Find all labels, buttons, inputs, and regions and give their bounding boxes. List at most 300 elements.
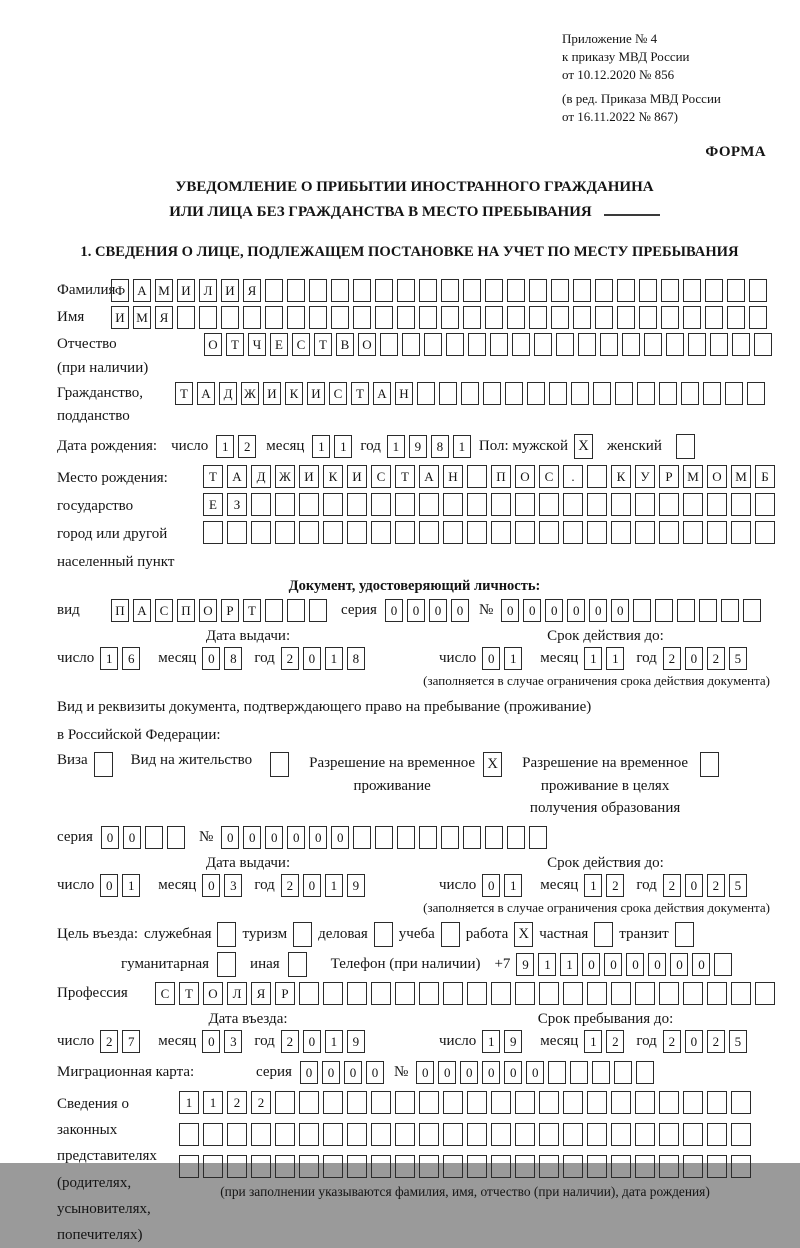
char-cell[interactable]: 0 [202,647,220,670]
char-cell[interactable] [441,279,459,302]
char-cell[interactable]: 9 [347,874,365,897]
phone-boxes[interactable] [516,953,732,976]
char-cell[interactable] [227,1123,247,1146]
char-cell[interactable] [587,493,607,516]
char-cell[interactable] [227,521,247,544]
char-cell[interactable] [461,382,479,405]
char-cell[interactable]: 1 [179,1091,199,1114]
char-cell[interactable] [707,1091,727,1114]
char-cell[interactable]: 0 [626,953,644,976]
char-cell[interactable] [371,521,391,544]
char-cell[interactable]: А [133,279,151,302]
char-cell[interactable]: 1 [606,647,624,670]
char-cell[interactable] [491,521,511,544]
char-cell[interactable] [507,826,525,849]
char-cell[interactable]: 0 [243,826,261,849]
char-cell[interactable]: Е [270,333,288,356]
identity-expiry-month[interactable] [584,647,624,670]
char-cell[interactable]: 2 [707,874,725,897]
char-cell[interactable]: 0 [482,874,500,897]
visa-checkbox[interactable] [94,752,113,777]
patronymic-boxes[interactable] [204,333,772,356]
char-cell[interactable] [491,1123,511,1146]
char-cell[interactable]: 0 [648,953,666,976]
char-cell[interactable]: Т [226,333,244,356]
char-cell[interactable]: 1 [325,1030,343,1053]
char-cell[interactable]: П [177,599,195,622]
char-cell[interactable] [661,279,679,302]
char-cell[interactable] [699,599,717,622]
char-cell[interactable] [705,306,723,329]
temp-residence-edu-checkbox[interactable] [700,752,719,777]
char-cell[interactable] [402,333,420,356]
female-checkbox[interactable] [676,434,695,459]
char-cell[interactable] [749,279,767,302]
birthplace-row-3[interactable] [203,521,775,544]
char-cell[interactable] [731,982,751,1005]
char-cell[interactable] [375,826,393,849]
char-cell[interactable] [323,493,343,516]
char-cell[interactable]: Д [251,465,271,488]
char-cell[interactable]: 1 [325,647,343,670]
char-cell[interactable] [515,982,535,1005]
char-cell[interactable] [635,1123,655,1146]
char-cell[interactable] [347,521,367,544]
char-cell[interactable] [617,279,635,302]
char-cell[interactable] [397,279,415,302]
char-cell[interactable]: 2 [227,1091,247,1114]
char-cell[interactable]: 0 [460,1061,478,1084]
char-cell[interactable] [323,1091,343,1114]
char-cell[interactable] [439,382,457,405]
char-cell[interactable] [755,982,775,1005]
char-cell[interactable] [683,493,703,516]
char-cell[interactable] [485,279,503,302]
char-cell[interactable]: А [373,382,391,405]
char-cell[interactable]: 0 [611,599,629,622]
char-cell[interactable] [549,382,567,405]
char-cell[interactable]: 2 [663,1030,681,1053]
char-cell[interactable] [243,306,261,329]
char-cell[interactable] [331,306,349,329]
char-cell[interactable] [703,382,721,405]
char-cell[interactable]: 1 [216,435,234,458]
identity-issue-year[interactable] [281,647,365,670]
char-cell[interactable]: 8 [224,647,242,670]
char-cell[interactable]: Т [395,465,415,488]
char-cell[interactable] [443,1155,463,1178]
char-cell[interactable] [731,521,751,544]
representatives-row-1[interactable] [179,1091,751,1114]
char-cell[interactable]: Ч [248,333,266,356]
purpose-other-checkbox[interactable] [288,952,307,977]
char-cell[interactable]: 0 [202,874,220,897]
char-cell[interactable]: 0 [221,826,239,849]
char-cell[interactable] [395,493,415,516]
char-cell[interactable]: 0 [429,599,447,622]
char-cell[interactable]: 0 [567,599,585,622]
char-cell[interactable] [287,306,305,329]
char-cell[interactable] [633,599,651,622]
char-cell[interactable] [683,1155,703,1178]
purpose-study-checkbox[interactable] [441,922,460,947]
char-cell[interactable] [275,1091,295,1114]
char-cell[interactable]: 0 [300,1061,318,1084]
char-cell[interactable] [299,521,319,544]
char-cell[interactable] [551,306,569,329]
char-cell[interactable] [275,493,295,516]
char-cell[interactable] [725,382,743,405]
char-cell[interactable] [485,826,503,849]
char-cell[interactable]: 9 [347,1030,365,1053]
residence-permit-checkbox[interactable] [270,752,289,777]
char-cell[interactable] [380,333,398,356]
char-cell[interactable] [515,1091,535,1114]
char-cell[interactable]: О [358,333,376,356]
char-cell[interactable]: 7 [122,1030,140,1053]
char-cell[interactable] [491,493,511,516]
char-cell[interactable]: С [539,465,559,488]
char-cell[interactable]: О [199,599,217,622]
char-cell[interactable]: 5 [729,874,747,897]
char-cell[interactable]: 2 [100,1030,118,1053]
char-cell[interactable]: В [336,333,354,356]
char-cell[interactable] [203,521,223,544]
char-cell[interactable] [747,382,765,405]
char-cell[interactable] [515,521,535,544]
residence-expiry-month[interactable] [584,874,624,897]
char-cell[interactable] [635,1091,655,1114]
char-cell[interactable] [721,599,739,622]
char-cell[interactable]: 0 [385,599,403,622]
char-cell[interactable] [731,493,751,516]
char-cell[interactable]: М [155,279,173,302]
char-cell[interactable]: И [299,465,319,488]
char-cell[interactable] [251,493,271,516]
char-cell[interactable] [397,306,415,329]
residence-issue-year[interactable] [281,874,365,897]
char-cell[interactable] [659,1123,679,1146]
char-cell[interactable]: У [635,465,655,488]
char-cell[interactable] [755,521,775,544]
char-cell[interactable]: С [155,599,173,622]
profession-boxes[interactable] [155,982,775,1005]
char-cell[interactable] [637,382,655,405]
char-cell[interactable] [587,1123,607,1146]
residence-number-boxes[interactable] [221,826,547,849]
char-cell[interactable] [611,1155,631,1178]
char-cell[interactable] [731,1155,751,1178]
char-cell[interactable] [529,306,547,329]
char-cell[interactable] [505,382,523,405]
char-cell[interactable]: О [707,465,727,488]
char-cell[interactable] [371,1155,391,1178]
char-cell[interactable] [534,333,552,356]
char-cell[interactable] [731,1123,751,1146]
char-cell[interactable]: 0 [309,826,327,849]
char-cell[interactable] [299,493,319,516]
residence-expiry-year[interactable] [663,874,747,897]
char-cell[interactable] [611,493,631,516]
char-cell[interactable] [611,1091,631,1114]
entry-year[interactable] [281,1030,365,1053]
char-cell[interactable]: 3 [224,874,242,897]
char-cell[interactable] [600,333,618,356]
char-cell[interactable]: 0 [501,599,519,622]
identity-expiry-day[interactable] [482,647,522,670]
char-cell[interactable] [441,826,459,849]
char-cell[interactable] [347,1091,367,1114]
char-cell[interactable] [539,521,559,544]
char-cell[interactable] [595,279,613,302]
char-cell[interactable] [331,279,349,302]
char-cell[interactable] [683,521,703,544]
char-cell[interactable]: Н [395,382,413,405]
char-cell[interactable]: 1 [584,1030,602,1053]
char-cell[interactable]: 3 [224,1030,242,1053]
char-cell[interactable]: 9 [409,435,427,458]
char-cell[interactable] [395,982,415,1005]
char-cell[interactable] [467,465,487,488]
char-cell[interactable] [371,1091,391,1114]
char-cell[interactable]: М [133,306,151,329]
char-cell[interactable] [265,279,283,302]
char-cell[interactable]: 1 [584,647,602,670]
char-cell[interactable] [705,279,723,302]
char-cell[interactable]: 0 [123,826,141,849]
char-cell[interactable]: 2 [707,647,725,670]
char-cell[interactable] [347,493,367,516]
char-cell[interactable] [491,1155,511,1178]
char-cell[interactable] [587,521,607,544]
char-cell[interactable]: 2 [606,1030,624,1053]
char-cell[interactable]: Т [314,333,332,356]
char-cell[interactable] [323,1123,343,1146]
char-cell[interactable]: Т [351,382,369,405]
char-cell[interactable]: Б [755,465,775,488]
char-cell[interactable] [587,982,607,1005]
char-cell[interactable] [463,826,481,849]
char-cell[interactable] [592,1061,610,1084]
char-cell[interactable]: 1 [387,435,405,458]
char-cell[interactable] [617,306,635,329]
char-cell[interactable]: Я [155,306,173,329]
char-cell[interactable] [563,982,583,1005]
char-cell[interactable]: О [515,465,535,488]
char-cell[interactable] [309,599,327,622]
char-cell[interactable] [714,953,732,976]
char-cell[interactable] [490,333,508,356]
char-cell[interactable] [443,1123,463,1146]
char-cell[interactable] [265,306,283,329]
char-cell[interactable] [551,279,569,302]
char-cell[interactable]: 0 [526,1061,544,1084]
char-cell[interactable]: 1 [504,874,522,897]
identity-number-boxes[interactable] [501,599,761,622]
char-cell[interactable]: 1 [584,874,602,897]
char-cell[interactable] [515,1155,535,1178]
char-cell[interactable] [539,493,559,516]
char-cell[interactable]: Ж [275,465,295,488]
char-cell[interactable]: 0 [287,826,305,849]
char-cell[interactable] [578,333,596,356]
char-cell[interactable] [323,1155,343,1178]
char-cell[interactable]: 0 [589,599,607,622]
char-cell[interactable]: 0 [265,826,283,849]
char-cell[interactable]: Я [243,279,261,302]
char-cell[interactable]: А [227,465,247,488]
char-cell[interactable] [571,382,589,405]
char-cell[interactable] [395,1155,415,1178]
char-cell[interactable]: 0 [504,1061,522,1084]
char-cell[interactable] [727,279,745,302]
migration-card-number-boxes[interactable] [416,1061,654,1084]
char-cell[interactable] [639,279,657,302]
char-cell[interactable] [661,306,679,329]
char-cell[interactable] [485,306,503,329]
char-cell[interactable]: 1 [325,874,343,897]
char-cell[interactable] [299,982,319,1005]
char-cell[interactable]: Т [179,982,199,1005]
until-month[interactable] [584,1030,624,1053]
char-cell[interactable]: Р [659,465,679,488]
char-cell[interactable] [749,306,767,329]
char-cell[interactable]: С [155,982,175,1005]
char-cell[interactable] [727,306,745,329]
until-year[interactable] [663,1030,747,1053]
char-cell[interactable]: 1 [482,1030,500,1053]
char-cell[interactable]: 0 [438,1061,456,1084]
char-cell[interactable]: 0 [202,1030,220,1053]
char-cell[interactable]: М [731,465,751,488]
residence-issue-day[interactable] [100,874,140,897]
char-cell[interactable] [515,1123,535,1146]
char-cell[interactable]: А [133,599,151,622]
char-cell[interactable] [371,982,391,1005]
char-cell[interactable]: 0 [416,1061,434,1084]
char-cell[interactable] [468,333,486,356]
char-cell[interactable]: 0 [545,599,563,622]
char-cell[interactable] [221,306,239,329]
identity-series-boxes[interactable] [385,599,469,622]
char-cell[interactable] [227,1155,247,1178]
char-cell[interactable] [323,982,343,1005]
char-cell[interactable] [483,382,501,405]
char-cell[interactable] [635,521,655,544]
char-cell[interactable] [491,982,511,1005]
char-cell[interactable] [371,1123,391,1146]
char-cell[interactable]: И [111,306,129,329]
char-cell[interactable] [731,1091,751,1114]
char-cell[interactable] [622,333,640,356]
char-cell[interactable] [529,279,547,302]
char-cell[interactable] [419,1091,439,1114]
char-cell[interactable] [743,599,761,622]
char-cell[interactable] [275,1123,295,1146]
char-cell[interactable] [443,1091,463,1114]
char-cell[interactable] [395,1123,415,1146]
char-cell[interactable] [177,306,195,329]
char-cell[interactable] [441,306,459,329]
char-cell[interactable] [419,982,439,1005]
char-cell[interactable] [419,1155,439,1178]
char-cell[interactable] [635,493,655,516]
char-cell[interactable] [443,493,463,516]
char-cell[interactable] [587,1091,607,1114]
char-cell[interactable] [353,826,371,849]
char-cell[interactable]: 1 [453,435,471,458]
char-cell[interactable]: Т [203,465,223,488]
char-cell[interactable]: 9 [504,1030,522,1053]
char-cell[interactable] [548,1061,566,1084]
char-cell[interactable] [611,982,631,1005]
char-cell[interactable]: 1 [312,435,330,458]
char-cell[interactable]: 0 [685,874,703,897]
char-cell[interactable] [347,1155,367,1178]
char-cell[interactable] [446,333,464,356]
char-cell[interactable] [397,826,415,849]
male-checkbox[interactable]: X [574,434,593,459]
char-cell[interactable]: Н [443,465,463,488]
char-cell[interactable] [467,521,487,544]
char-cell[interactable] [659,1155,679,1178]
representatives-row-2[interactable] [179,1123,751,1146]
char-cell[interactable] [755,493,775,516]
char-cell[interactable] [683,1091,703,1114]
identity-kind-boxes[interactable] [111,599,327,622]
char-cell[interactable]: М [683,465,703,488]
char-cell[interactable]: И [307,382,325,405]
char-cell[interactable]: 1 [538,953,556,976]
residence-series-boxes[interactable] [101,826,185,849]
char-cell[interactable] [573,306,591,329]
char-cell[interactable] [529,826,547,849]
char-cell[interactable] [419,521,439,544]
char-cell[interactable] [287,279,305,302]
char-cell[interactable]: 1 [203,1091,223,1114]
birthplace-row-1[interactable] [203,465,775,488]
char-cell[interactable] [683,1123,703,1146]
char-cell[interactable] [443,521,463,544]
purpose-business-checkbox[interactable] [374,922,393,947]
char-cell[interactable]: 0 [523,599,541,622]
char-cell[interactable] [203,1123,223,1146]
char-cell[interactable] [515,493,535,516]
residence-expiry-day[interactable] [482,874,522,897]
char-cell[interactable]: 1 [560,953,578,976]
char-cell[interactable] [353,279,371,302]
char-cell[interactable]: 5 [729,1030,747,1053]
char-cell[interactable] [659,382,677,405]
char-cell[interactable] [179,1123,199,1146]
char-cell[interactable]: 2 [663,647,681,670]
char-cell[interactable] [323,521,343,544]
char-cell[interactable] [145,826,163,849]
char-cell[interactable]: 1 [334,435,352,458]
purpose-work-checkbox[interactable]: X [514,922,533,947]
char-cell[interactable] [570,1061,588,1084]
surname-boxes[interactable] [111,279,767,302]
char-cell[interactable]: О [204,333,222,356]
purpose-official-checkbox[interactable] [217,922,236,947]
char-cell[interactable] [424,333,442,356]
char-cell[interactable] [611,1123,631,1146]
char-cell[interactable] [683,279,701,302]
char-cell[interactable] [539,1123,559,1146]
char-cell[interactable] [371,493,391,516]
char-cell[interactable] [556,333,574,356]
char-cell[interactable]: 9 [516,953,534,976]
